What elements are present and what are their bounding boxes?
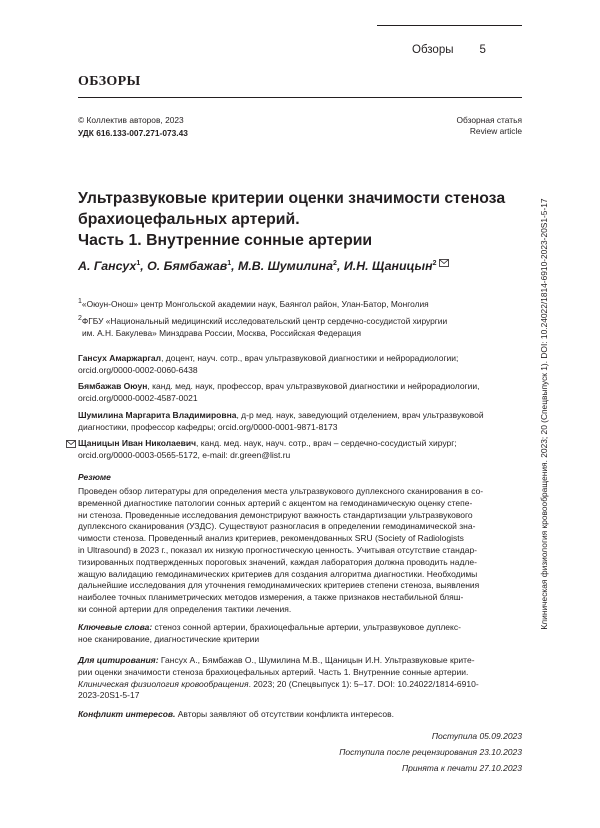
author-bio xyxy=(78,438,528,461)
citation-label: Для цитирования: xyxy=(78,655,159,665)
resume-line: жащую валидацию гемодинамических критериев для создания алгоритма диагностики. Необходимы xyxy=(78,568,478,579)
resume-text xyxy=(78,486,524,616)
bio-orcid: диагностики, профессор кафедры; orcid.org/0000-0001-9871-8173 xyxy=(78,421,338,432)
author-bio xyxy=(78,353,528,376)
conflict-text: Авторы заявляют об отсутствии конфликта интересов. xyxy=(175,709,394,719)
affiliation-text: «Оюун-Онош» центр Монгольской академии наук, Баянгол район, Улан-Батор, Монголия xyxy=(81,298,429,309)
resume-line: наиболее точных планиметрических методов измерения, а также признаков нестабильной бляш- xyxy=(78,592,464,603)
resume-line: Проведен обзор литературы для определения места ультразвукового дуплексного сканирования в со- xyxy=(78,486,484,496)
keywords xyxy=(78,622,524,646)
date-revised: Поступила после рецензирования 23.10.2023 xyxy=(339,747,522,757)
bio-text: , доцент, науч. сотр., врач ультразвуковой диагностики и нейрорадиологии; xyxy=(161,353,459,363)
resume-line: чимости стеноза. Проведенный анализ критериев, рекомендованных SRU (Society of Radiologists xyxy=(78,533,464,544)
affiliation xyxy=(78,296,429,310)
title-line: брахиоцефальных артерий. xyxy=(78,211,300,228)
author-bio xyxy=(78,410,528,433)
bio-orcid: orcid.org/0000-0002-0060-6438 xyxy=(78,364,198,375)
section-rule xyxy=(78,97,522,98)
running-title: Обзоры xyxy=(412,44,454,56)
submission-dates xyxy=(339,728,522,776)
section-heading: ОБЗОРЫ xyxy=(78,74,141,89)
bio-name: Гансух Амаржаргал xyxy=(78,353,162,363)
bio-name: Щаницын Иван Николаевич xyxy=(78,438,197,449)
keywords-text: стеноз сонной артерии, брахиоцефальные артерии, ультразвуковое дуплекс- xyxy=(152,622,461,632)
page-number: 5 xyxy=(479,44,486,56)
citation-text: рии оценки значимости стеноза брахиоцефальных артерий. Часть 1. Внутренние сонные артерии. xyxy=(78,666,469,677)
resume-line: дальнейшие исследования для уточнения гемодинамических критериев степени стеноза, выявления xyxy=(78,580,480,591)
article-type-ru: Обзорная статья xyxy=(456,115,522,125)
affiliation-sup: 1 xyxy=(78,298,82,305)
author-sup: 2 xyxy=(432,259,437,267)
author-name: О. Бямбажав xyxy=(147,259,228,273)
title-line: Ультразвуковые критерии оценки значимости стеноза xyxy=(78,190,506,207)
keywords-text: ное сканирование, диагностические критерии xyxy=(78,633,260,644)
citation xyxy=(78,655,524,702)
author-sup: 2 xyxy=(333,259,337,267)
date-received: Поступила 05.09.2023 xyxy=(431,731,522,741)
bio-orcid: orcid.org/0000-0002-4587-0021 xyxy=(78,393,198,404)
vertical-side-citation: Клиническая физиология кровообращения. 2023; 20 (Спецвыпуск 1). DOI: 10.24022/1814-6910-2023-20S1-5-17 xyxy=(539,198,549,630)
citation-text: . 2023; 20 (Спецвыпуск 1): 5–17. DOI: 10.24022/1814-6910- xyxy=(248,678,479,689)
conflict-label: Конфликт интересов. xyxy=(78,709,176,719)
author-bio xyxy=(78,381,528,404)
conflict-of-interest xyxy=(78,709,524,721)
envelope-icon xyxy=(66,440,76,448)
bio-text: , канд. мед. наук, профессор, врач ультразвуковой диагностики и нейрорадиологии, xyxy=(147,381,480,392)
affiliation-text: ФГБУ «Национальный медицинский исследовательский центр сердечно-сосудистой хирургии xyxy=(81,315,448,326)
affiliation-sup: 2 xyxy=(78,315,82,322)
bio-orcid: orcid.org/0000-0003-0565-5172, e-mail: dr.green@list.ru xyxy=(78,449,291,460)
author-sup: 1 xyxy=(136,259,141,267)
bio-text: , канд. мед. наук, науч. сотр., врач – сердечно-сосудистый хирург; xyxy=(196,438,457,449)
resume-heading: Резюме xyxy=(78,472,111,482)
citation-journal: Клиническая физиология кровообращения xyxy=(78,678,249,689)
running-header xyxy=(412,44,486,56)
author-name: М.В. Шумилина xyxy=(238,259,334,273)
author-list: А. Гансух$^1$, О. Бямбажав$^1$, М.В. Шумилина$^2$, И.Н. Щаницын$^2$ xyxy=(78,259,449,273)
bio-name: Шумилина Маргарита Владимировна xyxy=(78,409,237,420)
citation-text: 2023-20S1-5-17 xyxy=(78,690,140,701)
resume-line: ки сонной артерии для определения тактики лечения. xyxy=(78,603,292,614)
citation-text: Гансух А., Бямбажав О., Шумилина М.В., Щаницын И.Н. Ультразвуковые крите- xyxy=(158,655,475,665)
date-accepted: Принята к печати 27.10.2023 xyxy=(401,763,522,773)
resume-line: временной диагностике патологии сонных артерий с акцентом на гемодинамическую оценку степе- xyxy=(78,497,473,508)
bio-name: Бямбажав Оюун xyxy=(78,381,148,392)
author-name: А. Гансух xyxy=(78,259,137,273)
udc-code: УДК 616.133-007.271-073.43 xyxy=(78,128,188,138)
resume-line: тизированных подтвержденных пороговых значений, каждая лаборатория должна проводить надле- xyxy=(78,556,477,567)
bio-text: , д-р мед. наук, заведующий отделением, врач ультразвуковой xyxy=(236,409,484,420)
author-name: И.Н. Щаницын xyxy=(343,259,433,273)
affiliation-text: им. А.Н. Бакулева» Минздрава России, Москва, Российская Федерация xyxy=(82,327,362,338)
author-bios xyxy=(78,353,528,467)
resume-line: ни стеноза. Проведенные исследования демонстрируют важность стандартизации ультразвукового xyxy=(78,509,473,520)
author-sup: 1 xyxy=(227,259,232,267)
envelope-icon xyxy=(439,259,449,267)
copyright: © Коллектив авторов, 2023 xyxy=(78,115,184,125)
article-type-en: Review article xyxy=(469,126,522,137)
affiliation xyxy=(78,313,447,339)
article-type xyxy=(457,115,522,137)
keywords-label: Ключевые слова: xyxy=(78,622,153,632)
resume-line: in Ultrasound) в 2023 г., показал их низкую прогностическую ценность. Учитывая отсутствие стандар- xyxy=(78,544,478,555)
resume-line: дуплексного сканирования (УЗДС). Существуют разногласия в определении гемодинамической зна- xyxy=(78,521,476,532)
article-title xyxy=(78,188,505,251)
title-line: Часть 1. Внутренние сонные артерии xyxy=(78,232,373,249)
top-rule xyxy=(377,25,522,26)
